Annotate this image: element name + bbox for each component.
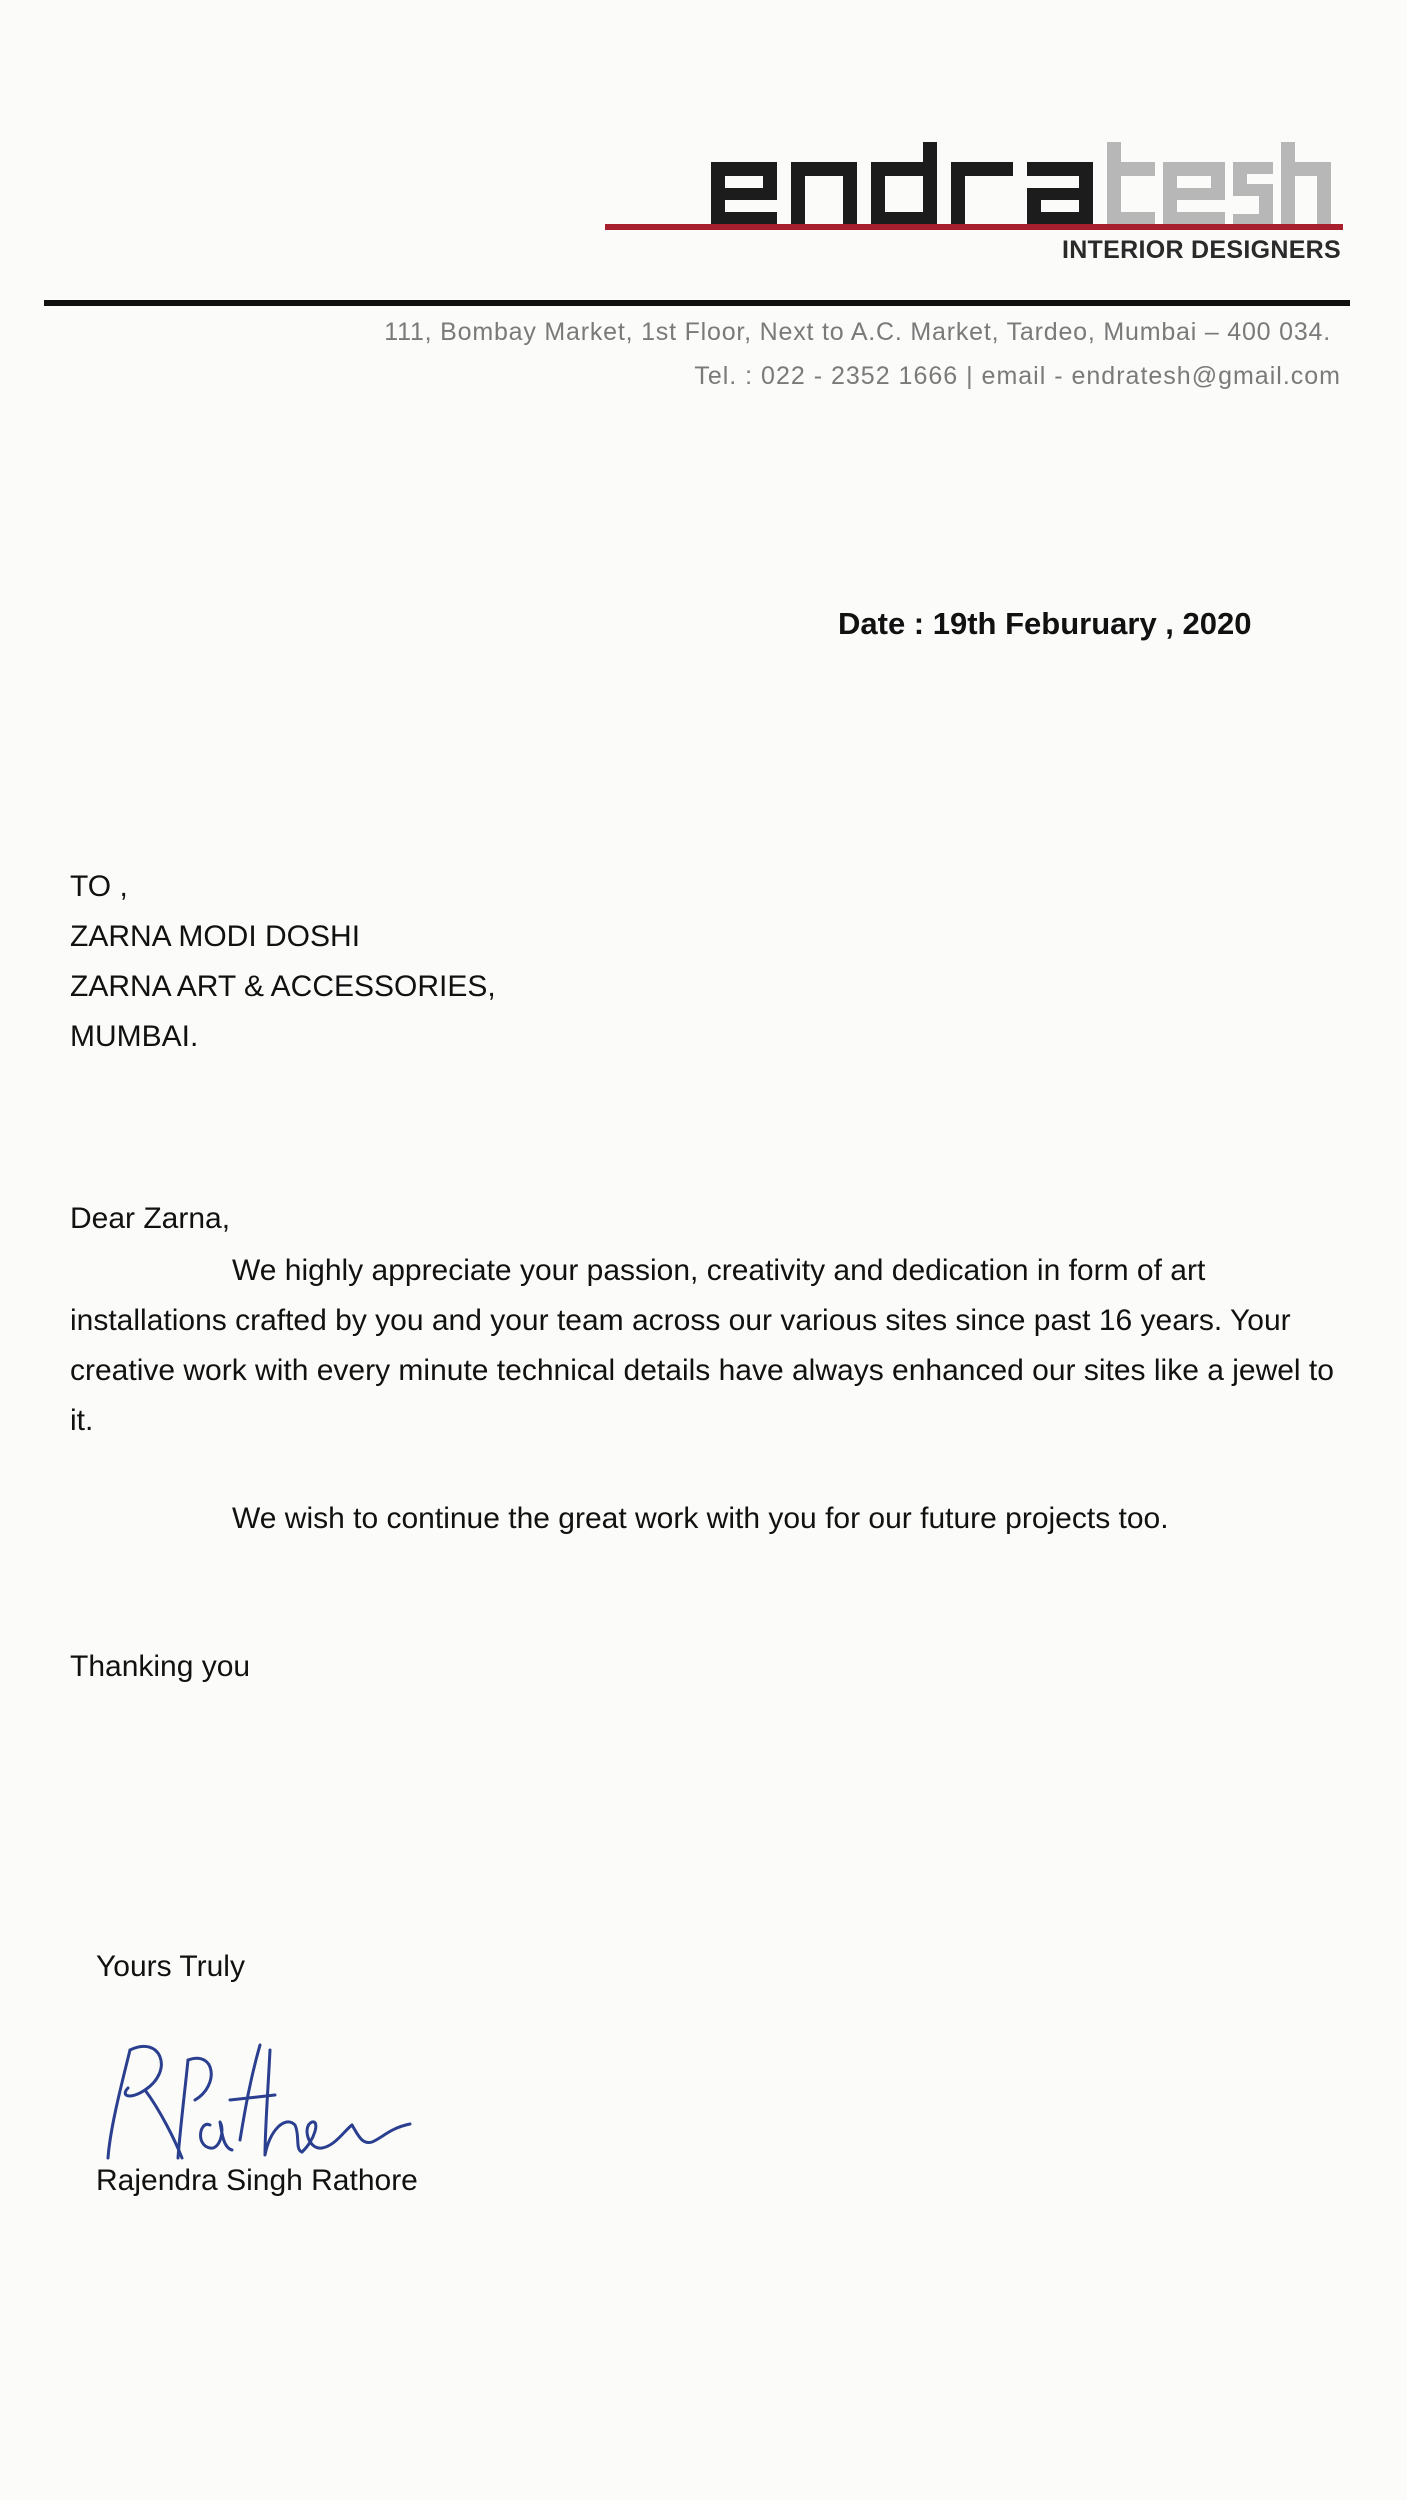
company-tagline: INTERIOR DESIGNERS (1061, 236, 1341, 264)
handwritten-signature (90, 2030, 430, 2180)
logo-light-part (1107, 142, 1331, 226)
logo-dark-part (711, 142, 1093, 226)
letterhead-red-rule (605, 224, 1343, 230)
letterhead-black-rule (44, 300, 1350, 306)
company-contact: Tel. : 022 - 2352 1666 | email - endratesh@gmail.com (694, 362, 1341, 390)
endratesh-logo (711, 140, 1331, 230)
sign-off: Yours Truly (96, 1950, 245, 1983)
letter-paragraph-2: We wish to continue the great work with you for our future projects too. (232, 1502, 1169, 1535)
recipient-company: ZARNA ART & ACCESSORIES, (70, 970, 496, 1003)
letter-date: Date : 19th Feburuary , 2020 (838, 606, 1252, 641)
recipient-to: TO , (70, 870, 128, 903)
salutation: Dear Zarna, (70, 1202, 231, 1235)
recipient-block (70, 862, 496, 1062)
recipient-name: ZARNA MODI DOSHI (70, 920, 361, 953)
closing-line: Thanking you (70, 1650, 251, 1683)
recipient-city: MUMBAI. (70, 1020, 199, 1053)
letter-paragraph-1: We highly appreciate your passion, creativity and dedication in form of art installations crafted by you and your team across our various sites since past 16 years. Your creative work with every minute technical details have always enhanced our sites like a jewel to it. (70, 1254, 1334, 1437)
signer-name: Rajendra Singh Rathore (96, 2164, 418, 2197)
company-address: 111, Bombay Market, 1st Floor, Next to A.C. Market, Tardeo, Mumbai – 400 034. (384, 318, 1331, 346)
